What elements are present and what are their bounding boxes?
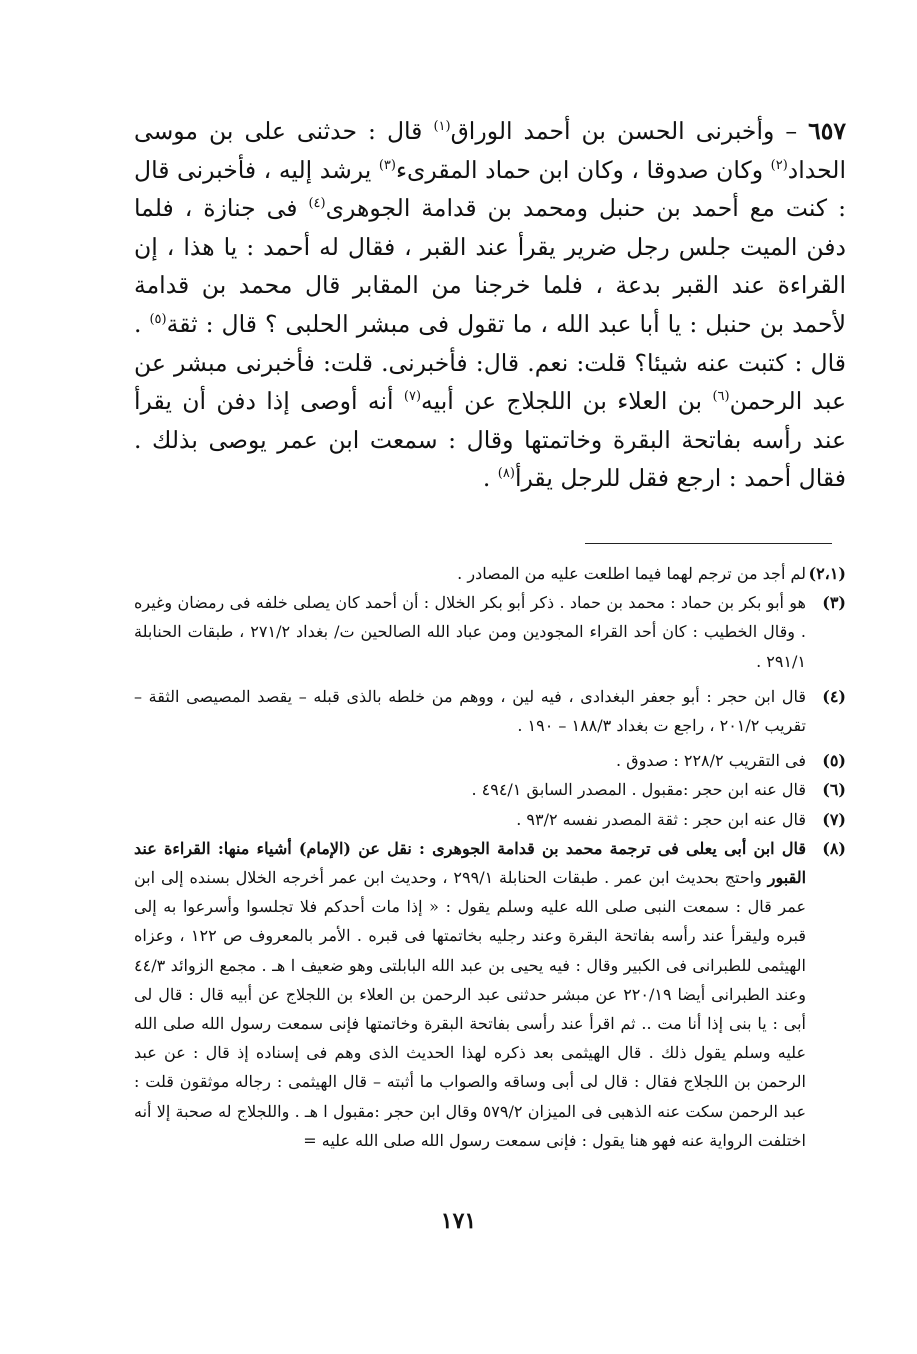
- footnote-1-2: [134, 559, 846, 588]
- footnote-text: هو أبو بكر بن حماد : محمد بن حماد . ذكر أبو بكر الخلال : أن أحمد كان يصلى خلفه فى رمضان وغيره . وقال الخطيب : كان أحد القراء المجودين ومن عباد الله الصالحين ت/ بغداد ٢٧١/٢ ، طبقات الحنابلة ٢٩١/١ .: [134, 593, 806, 671]
- footnote-number: (٨): [822, 838, 846, 858]
- footnote-body: واحتج بحديث ابن عمر . طبقات الحنابلة ٢٩٩/١ ، وحديث ابن عمر أخرجه الخلال بسنده إلى ابن عمر قال : سمعت النبى صلى الله عليه وسلم يقول : « إذا مات أحدكم فلا تجلسوا وأسرعوا به إلى قبره وليقرأ عند رأسه بفاتحة البقرة وعند رجليه بخاتمتها فى قبره . الأمر بالمعروف ص ١٢٢ ، وعزاه الهيثمى للطبرانى فى الكبير وقال : فيه يحيى بن عبد الله البابلتى وهو ضعيف ا هـ . مجمع الزوائد ٤٤/٣ وعند الطبرانى أيضا ٢٢٠/١٩ عن مبشر حدثنى عبد الرحمن بن العلاء بن اللجلاج عن أبيه قال : قال لى أبى : يا بنى إذا أنا مت .. ثم اقرأ عند رأسى بفاتحة البقرة وخاتمتها فإنى سمعت رسول الله صلى الله عليه وسلم يقول ذلك . قال الهيثمى بعد ذكره لهذا الحديث الذى وهم فى إسناده إذ قال : عن عبد الرحمن بن اللجلاج فقال : قال لى أبى وساقه والصواب ما أثبته – قال الهيثمى : رجاله موثقون قلت : عبد الرحمن سكت عنه الذهبى فى الميزان ٥٧٩/٢ وقال ابن حجر :مقبول ا هـ . واللجلاج له صحبة إلا أنه اختلفت الرواية عنه فهو هنا يقول : فإنى سمعت رسول الله صلى الله عليه =: [134, 868, 807, 1150]
- footnote-ref-5: (٥): [149, 311, 167, 327]
- footnote-6: [134, 775, 846, 804]
- footnote-ref-6: (٦): [712, 389, 730, 405]
- main-text-segment: أنه أوصى إذا دفن أن يقرأ عند رأسه بفاتحة البقرة وخاتمتها وقال : سمعت ابن عمر يوصى بذلك . فقال أحمد : ارجع فقل للرجل يقرأ: [134, 387, 846, 493]
- footnote-text: [134, 834, 806, 1155]
- footnotes: [134, 559, 846, 1155]
- footnote-ref-4: (٤): [308, 196, 326, 212]
- footnote-ref-3: (٣): [378, 157, 396, 173]
- footnote-number: (٣): [822, 593, 846, 613]
- narration-number: ٦٥٧: [808, 117, 846, 145]
- footnote-lead: قال ابن أبى يعلى فى ترجمة محمد بن قدامة الجوهرى : نقل عن (الإمام) أشياء منها: القراءة عند القبور: [134, 838, 807, 888]
- main-text-segment: . قال : كتبت عنه شيئا؟ قلت: نعم. قال: فأخبرنى. قلت: فأخبرنى مبشر عن عبد الرحمن: [134, 309, 847, 416]
- footnote-ref-8: (٨): [497, 466, 515, 482]
- main-text-segment: فى جنازة ، فلما دفن الميت جلس رجل ضرير يقرأ عند القبر ، فقال له أحمد : يا هذا ، إن القراءة عند القبر بدعة ، فلما خرجنا من المقابر قال محمد بن قدامة لأحمد بن حنبل : يا أبا عبد الله ، ما تقول فى مبشر الحلبى ؟ قال : ثقة: [134, 194, 846, 338]
- page-number: ١٧١: [440, 1208, 477, 1234]
- footnote-3: [134, 588, 846, 676]
- footnote-number: (٧): [822, 809, 846, 829]
- footnote-separator: [585, 543, 832, 544]
- footnote-4: [134, 682, 846, 740]
- footnote-ref-2: (٢): [770, 157, 788, 173]
- footnote-number: (٥): [822, 751, 846, 771]
- footnote-ref-1: (١): [433, 119, 451, 134]
- main-text-segment: قال : حدثنى على بن موسى الحداد: [134, 117, 846, 184]
- footnote-8: [134, 834, 846, 1155]
- footnote-text: فى التقريب ٢٢٨/٢ : صدوق .: [615, 751, 806, 771]
- footnote-number: (٢،١): [808, 564, 846, 583]
- main-text-segment: .: [482, 464, 498, 493]
- footnote-ref-7: (٧): [403, 389, 422, 405]
- footnote-number: (٤): [822, 686, 846, 706]
- main-text-segment: وكان صدوقا ، وكان ابن حماد المقرىء: [395, 155, 771, 184]
- footnote-number: (٦): [822, 780, 846, 800]
- footnote-text: قال عنه ابن حجر :مقبول . المصدر السابق ٤٩٤/١ .: [471, 780, 806, 800]
- footnote-5: [134, 746, 846, 775]
- footnote-7: [134, 805, 846, 834]
- main-text-segment: – وأخبرنى الحسن بن أحمد الوراق: [450, 117, 809, 145]
- footnote-text: قال عنه ابن حجر : ثقة المصدر نفسه ٩٣/٢ .: [516, 809, 806, 829]
- main-paragraph: [134, 112, 846, 498]
- footnote-text: لم أجد من ترجم لهما فيما اطلعت عليه من المصادر .: [457, 564, 806, 583]
- footnote-text: قال ابن حجر : أبو جعفر البغدادى ، فيه لين ، ووهم من خلطه بالذى قبله – يقصد المصيصى الثقة – تقريب ٢٠١/٢ ، راجع ت بغداد ١٨٨/٣ – ١٩٠ .: [134, 686, 806, 736]
- main-text-segment: بن العلاء بن اللجلاج عن أبيه: [421, 387, 713, 416]
- main-text-segment: يرشد إليه ، فأخبرنى قال : كنت مع أحمد بن حنبل ومحمد بن قدامة الجوهرى: [134, 155, 846, 223]
